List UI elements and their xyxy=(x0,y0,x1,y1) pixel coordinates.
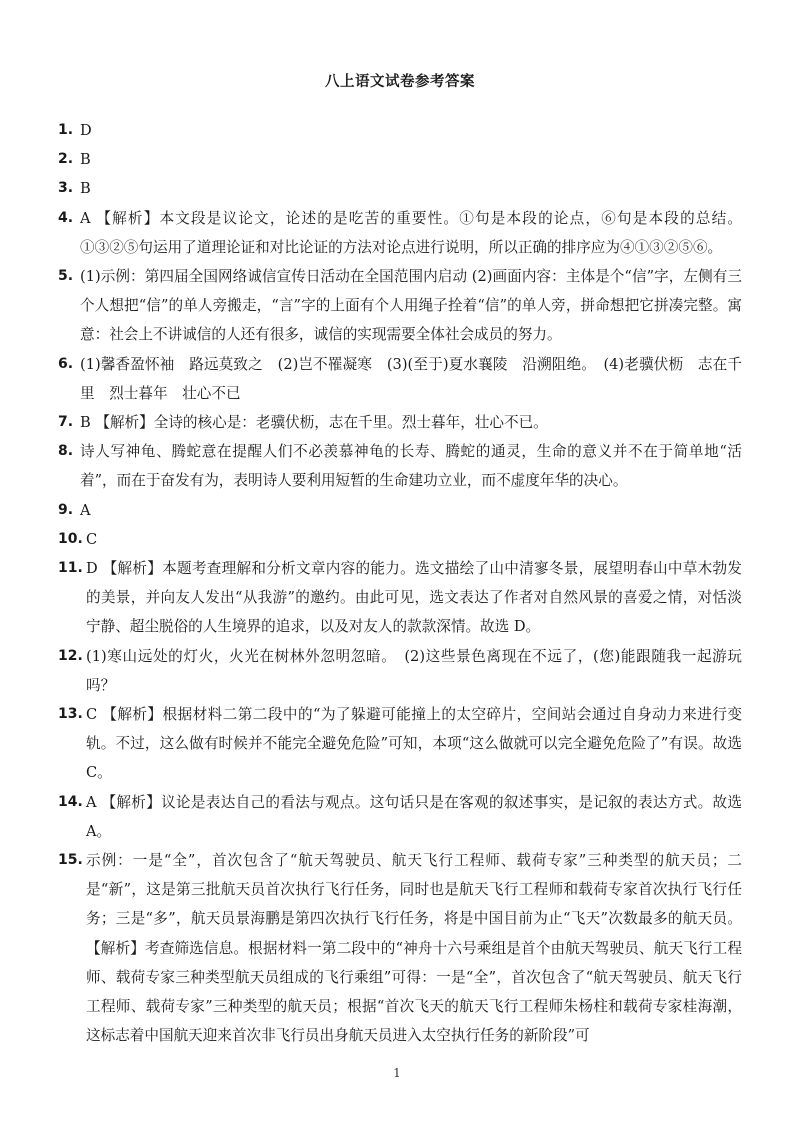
answer-item-2 xyxy=(58,145,742,174)
answer-number: 3. xyxy=(58,180,74,197)
page-title: 八上语文试卷参考答案 xyxy=(325,73,475,90)
answer-item-10 xyxy=(58,525,742,554)
answer-number: 13. xyxy=(58,706,83,723)
answer-text: 示例：一是“全”，首次包含了“航天驾驶员、航天飞行工程师、载荷专家”三种类型的航天员；二是“新”，这是第三批航天员首次执行飞行任务，同时也是航天飞行工程师和载荷专家首次执行飞行任务；三是“多”，航天员景海鹏是第四次执行飞行任务，将是中国目前为止“飞天”次数最多的航天员。 【解析】考查筛选信息。根据材料一第二段中的“神舟十六号乘组是首个由航天驾驶员、航天飞行工程师、载荷专家三种类型航天员组成的飞行乘组”可得：一是“全”，首次包含了“航天驾驶员、航天飞行工程师、载荷专家”三种类型的航天员；根据“首次飞天的航天飞行工程师朱杨柱和载荷专家桂海潮，这标志着中国航天迎来首次非飞行员出身航天员进入太空执行任务的新阶段”可 xyxy=(86,852,742,1045)
answer-number: 4. xyxy=(58,209,74,226)
answer-text: C xyxy=(86,530,98,548)
page-number: 1 xyxy=(393,1066,401,1080)
answer-item-1 xyxy=(58,116,742,145)
answer-item-11 xyxy=(58,554,742,642)
answer-text: D xyxy=(80,122,92,139)
answer-item-6 xyxy=(58,350,742,408)
answer-text: B 【解析】全诗的核心是：老骥伏枥，志在千里。烈士暮年，壮心不已。 xyxy=(80,414,548,432)
answer-item-15 xyxy=(58,846,742,1050)
answer-number: 7. xyxy=(58,414,74,431)
answer-item-5 xyxy=(58,262,742,350)
answer-item-3 xyxy=(58,174,742,203)
answer-number: 5. xyxy=(58,268,74,285)
answer-number: 15. xyxy=(58,852,83,869)
answer-text: 诗人写神龟、腾蛇意在提醒人们不必羡慕神龟的长寿、腾蛇的通灵，生命的意义并不在于简单地“活着”，而在于奋发有为，表明诗人要利用短暂的生命建功立业，而不虚度年华的决心。 xyxy=(80,443,742,490)
answer-number: 14. xyxy=(58,793,83,810)
answer-text: D 【解析】本题考查理解和分析文章内容的能力。选文描绘了山中清寥冬景，展望明春山中草木勃发的美景，并向友人发出“从我游”的邀约。由此可见，选文表达了作者对自然风景的喜爱之情，对恬淡宁静、超尘脱俗的人生境界的追求，以及对友人的款款深情。故选 D。 xyxy=(86,560,742,636)
answer-item-9 xyxy=(58,496,742,525)
answer-text: B xyxy=(80,180,91,198)
answer-text: A 【解析】本文段是议论文，论述的是吃苦的重要性。①句是本段的论点，⑥句是本段的总结。①③②⑤句运用了道理论证和对比论证的方法对论点进行说明，所以正确的排序应为④①③②⑤⑥。 xyxy=(80,209,742,256)
answer-number: 6. xyxy=(58,355,74,372)
answer-text: A 【解析】议论是表达自己的看法与观点。这句话只是在客观的叙述事实，是记叙的表达方式。故选 A。 xyxy=(86,793,742,840)
answer-text: B xyxy=(80,151,91,169)
answer-number: 8. xyxy=(58,443,74,460)
answer-item-7 xyxy=(58,408,742,437)
answer-number: 2. xyxy=(58,151,74,168)
answer-item-14 xyxy=(58,788,742,846)
answer-item-8 xyxy=(58,437,742,495)
answer-text: (1)寒山远处的灯火，火光在树林外忽明忽暗。 (2)这些景色离现在不远了，(您)能跟随我一起游玩吗？ xyxy=(86,647,742,694)
answer-item-4 xyxy=(58,204,742,262)
answer-text: A xyxy=(80,501,91,519)
answer-text: C 【解析】根据材料二第二段中的“为了躲避可能撞上的太空碎片，空间站会通过自身动力来进行变轨。不过，这么做有时候并不能完全避免危险”可知，本项“这么做就可以完全避免危险了”有误。故选 C。 xyxy=(86,706,742,782)
answer-number: 10. xyxy=(58,530,83,547)
answer-list xyxy=(58,116,742,1051)
answer-number: 9. xyxy=(58,501,74,518)
answer-item-12 xyxy=(58,642,742,700)
answer-text: (1)馨香盈怀袖 路远莫致之 (2)岂不罹凝寒 (3)(至于)夏水襄陵 沿溯阻绝。 (4)老骥伏枥 志在千里 烈士暮年 壮心不已 xyxy=(80,355,742,402)
answer-number: 11. xyxy=(58,560,83,577)
answer-number: 12. xyxy=(58,647,83,664)
answer-text: (1)示例：第四届全国网络诚信宣传日活动在全国范围内启动 (2)画面内容：主体是个“信”字，左侧有三个人想把“信”的单人旁搬走，“言”字的上面有个人用绳子拴着“信”的单人旁，拼命想把它拼凑完整。寓意：社会上不讲诚信的人还有很多，诚信的实现需要全体社会成员的努力。 xyxy=(80,268,742,344)
answer-item-13 xyxy=(58,700,742,788)
answer-number: 1. xyxy=(58,122,74,138)
